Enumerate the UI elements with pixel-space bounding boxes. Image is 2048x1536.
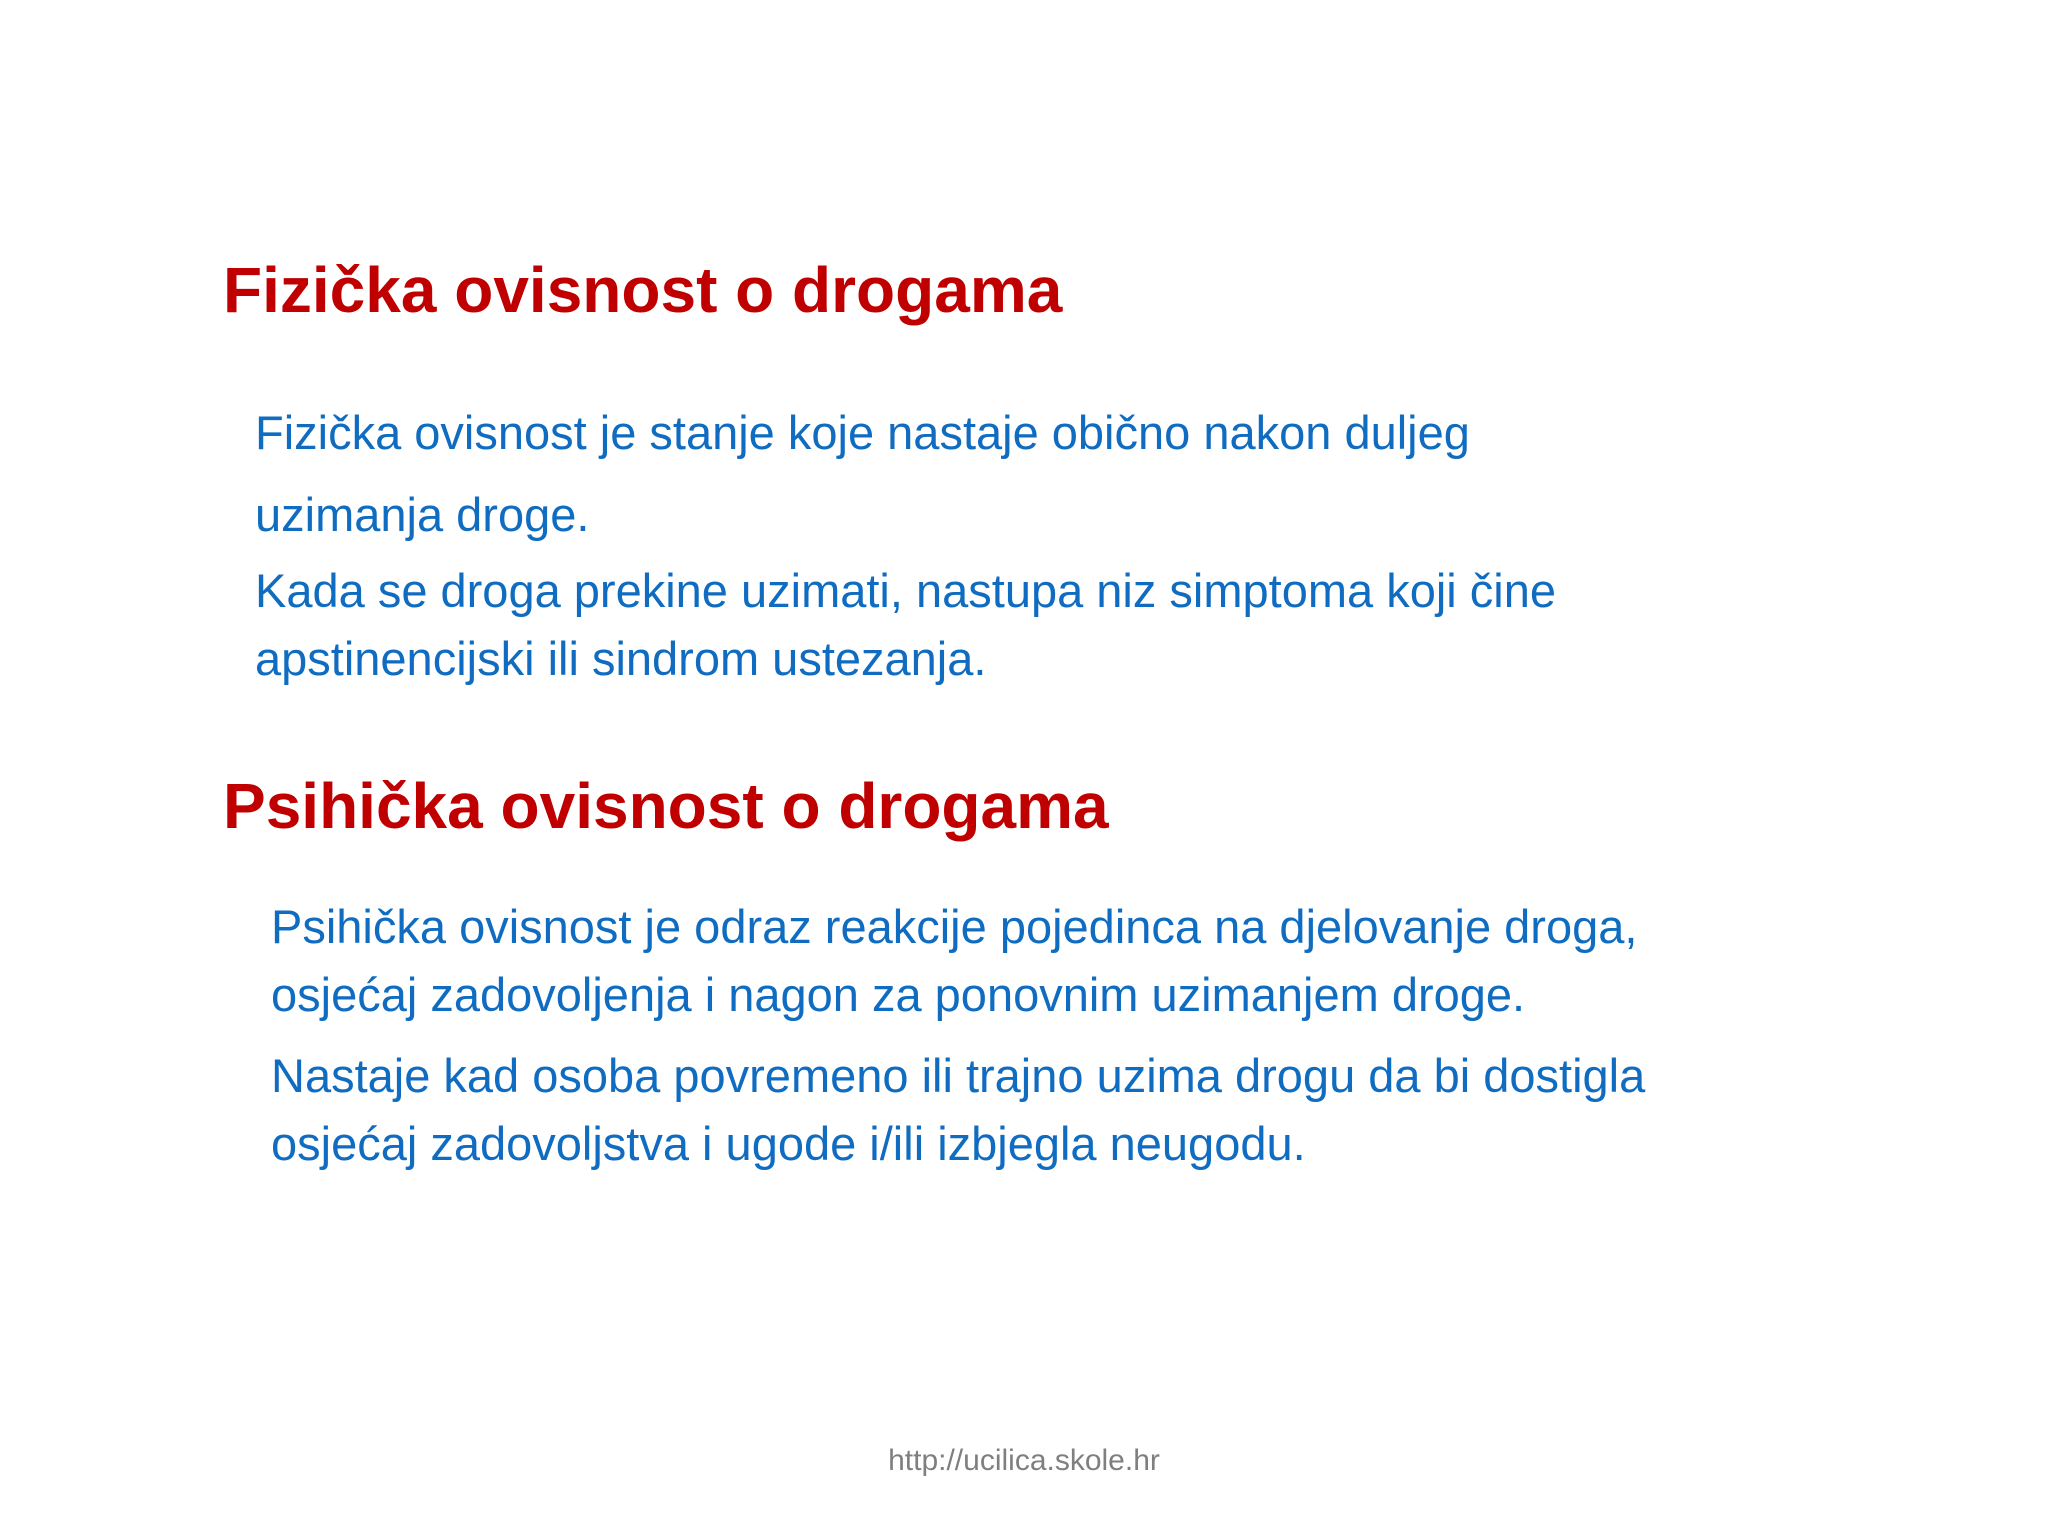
psychological-dependence-definition xyxy=(271,893,1637,1029)
section-heading-psychological-dependence: Psihička ovisnost o drogama xyxy=(223,770,1109,842)
text-line: osjećaj zadovoljenja i nagon za ponovnim uzimanjem droge. xyxy=(271,968,1526,1021)
text-line: uzimanja droge. xyxy=(255,488,590,541)
section-heading-physical-dependence: Fizička ovisnost o drogama xyxy=(223,254,1063,326)
text-line: Fizička ovisnost je stanje koje nastaje obično nakon duljeg xyxy=(255,406,1470,459)
text-line: Kada se droga prekine uzimati, nastupa niz simptoma koji čine xyxy=(255,564,1557,617)
text-line: Nastaje kad osoba povremeno ili trajno uzima drogu da bi dostigla xyxy=(271,1049,1646,1102)
text-line: apstinencijski ili sindrom ustezanja. xyxy=(255,632,987,685)
text-line: Psihička ovisnost je odraz reakcije pojedinca na djelovanje droga, xyxy=(271,900,1638,953)
psychological-dependence-cause xyxy=(271,1042,1645,1178)
footer-url: http://ucilica.skole.hr xyxy=(888,1444,1160,1477)
physical-dependence-symptoms xyxy=(255,557,1556,693)
text-line: osjećaj zadovoljstva i ugode i/ili izbjegla neugodu. xyxy=(271,1117,1306,1170)
physical-dependence-definition xyxy=(255,392,1470,556)
